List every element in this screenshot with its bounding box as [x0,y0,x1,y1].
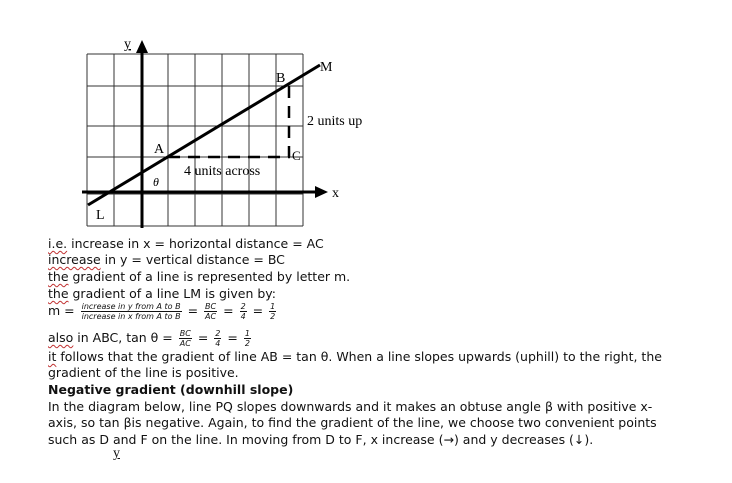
fraction-2-4 [240,302,247,321]
fraction-tan-1-2 [244,329,251,348]
text-line-2 [48,252,285,268]
equals-sign: = [187,303,199,318]
text-line-4-rest: gradient of a line LM is given by: [68,286,277,301]
point-L-label: L [96,208,105,223]
fraction-tan-1-2-den: 2 [244,339,250,348]
gradient-diagram [0,0,380,235]
fraction-bc-ac [204,302,217,321]
text-follows [48,349,662,365]
formula-m [48,302,278,321]
text-line-4 [48,286,276,302]
fraction-1-2-den: 2 [270,312,276,321]
also-word: also [48,330,74,345]
y-axis-arrow [136,40,148,53]
heading-negative-gradient: Negative gradient (downhill slope) [48,382,294,397]
m-label: m = [48,303,75,318]
equals-sign: = [252,303,264,318]
text-line-2-word: increase [48,252,101,267]
formula-tan [48,329,253,348]
fraction-2-4-den: 4 [240,312,246,321]
units-up-label: 2 units up [307,114,363,129]
text-line-2-rest: in y = vertical distance = BC [100,252,285,267]
fraction-1-2-num: 1 [270,302,276,311]
point-M-label: M [320,60,333,75]
units-across-label: 4 units across [184,164,261,179]
text-line-3-word: the [48,269,69,284]
also-rest: in ABC, tan θ = [73,330,173,345]
fraction-2-4-num: 2 [240,302,246,311]
text-line-1-rest: increase in x = horizontal distance = AC [67,236,324,251]
fraction-tan-2-4 [214,329,221,348]
point-B-label: B [276,71,286,86]
follows-rest: follows that the gradient of line AB = tan θ. When a line slopes upwards (uphill) to the right, the [56,349,662,364]
fraction-bc-ac-den: AC [205,312,217,321]
text-follows-2: gradient of the line is positive. [48,365,239,380]
text-line-3 [48,269,350,285]
text-line-4-word: the [48,286,69,301]
text-line-1-word: i.e. [48,236,68,251]
x-axis-arrow [315,186,328,198]
text-line-1 [48,236,324,252]
point-A-label: A [154,142,165,157]
fraction-bc-ac-num: BC [205,302,217,311]
paragraph-line-1: In the diagram below, line PQ slopes downwards and it makes an obtuse angle β with positive x- [48,399,653,414]
equals-sign: = [197,330,209,345]
equals-sign: = [223,303,234,318]
y-axis-label: y [124,37,131,52]
point-C-label: C [292,148,301,163]
paragraph-line-3: such as D and F on the line. In moving from D to F, x increase (→) and y decreases (↓). [48,432,594,447]
fraction-tan-bc-ac-den: AC [179,339,191,348]
fraction-tan-2-4-den: 4 [215,339,221,348]
x-axis-label: x [332,186,339,201]
fraction-increase-num: increase in y from A to B [81,302,181,311]
fraction-tan-bc-ac-num: BC [179,329,191,338]
fraction-increase [81,302,182,321]
fraction-tan-bc-ac [179,329,192,348]
y-axis-label-bottom: y [113,446,120,461]
fraction-tan-1-2-num: 1 [244,329,250,338]
follows-word: it [48,349,57,364]
fraction-tan-2-4-num: 2 [215,329,221,338]
paragraph-line-2: axis, so tan βis negative. Again, to find the gradient of the line, we choose two convenient points [48,415,657,430]
text-line-3-rest: gradient of a line is represented by letter m. [68,269,351,284]
fraction-1-2 [269,302,276,321]
fraction-increase-den: increase in x from A to B [81,312,181,321]
angle-theta-label: θ [153,175,159,189]
equals-sign: = [227,330,238,345]
